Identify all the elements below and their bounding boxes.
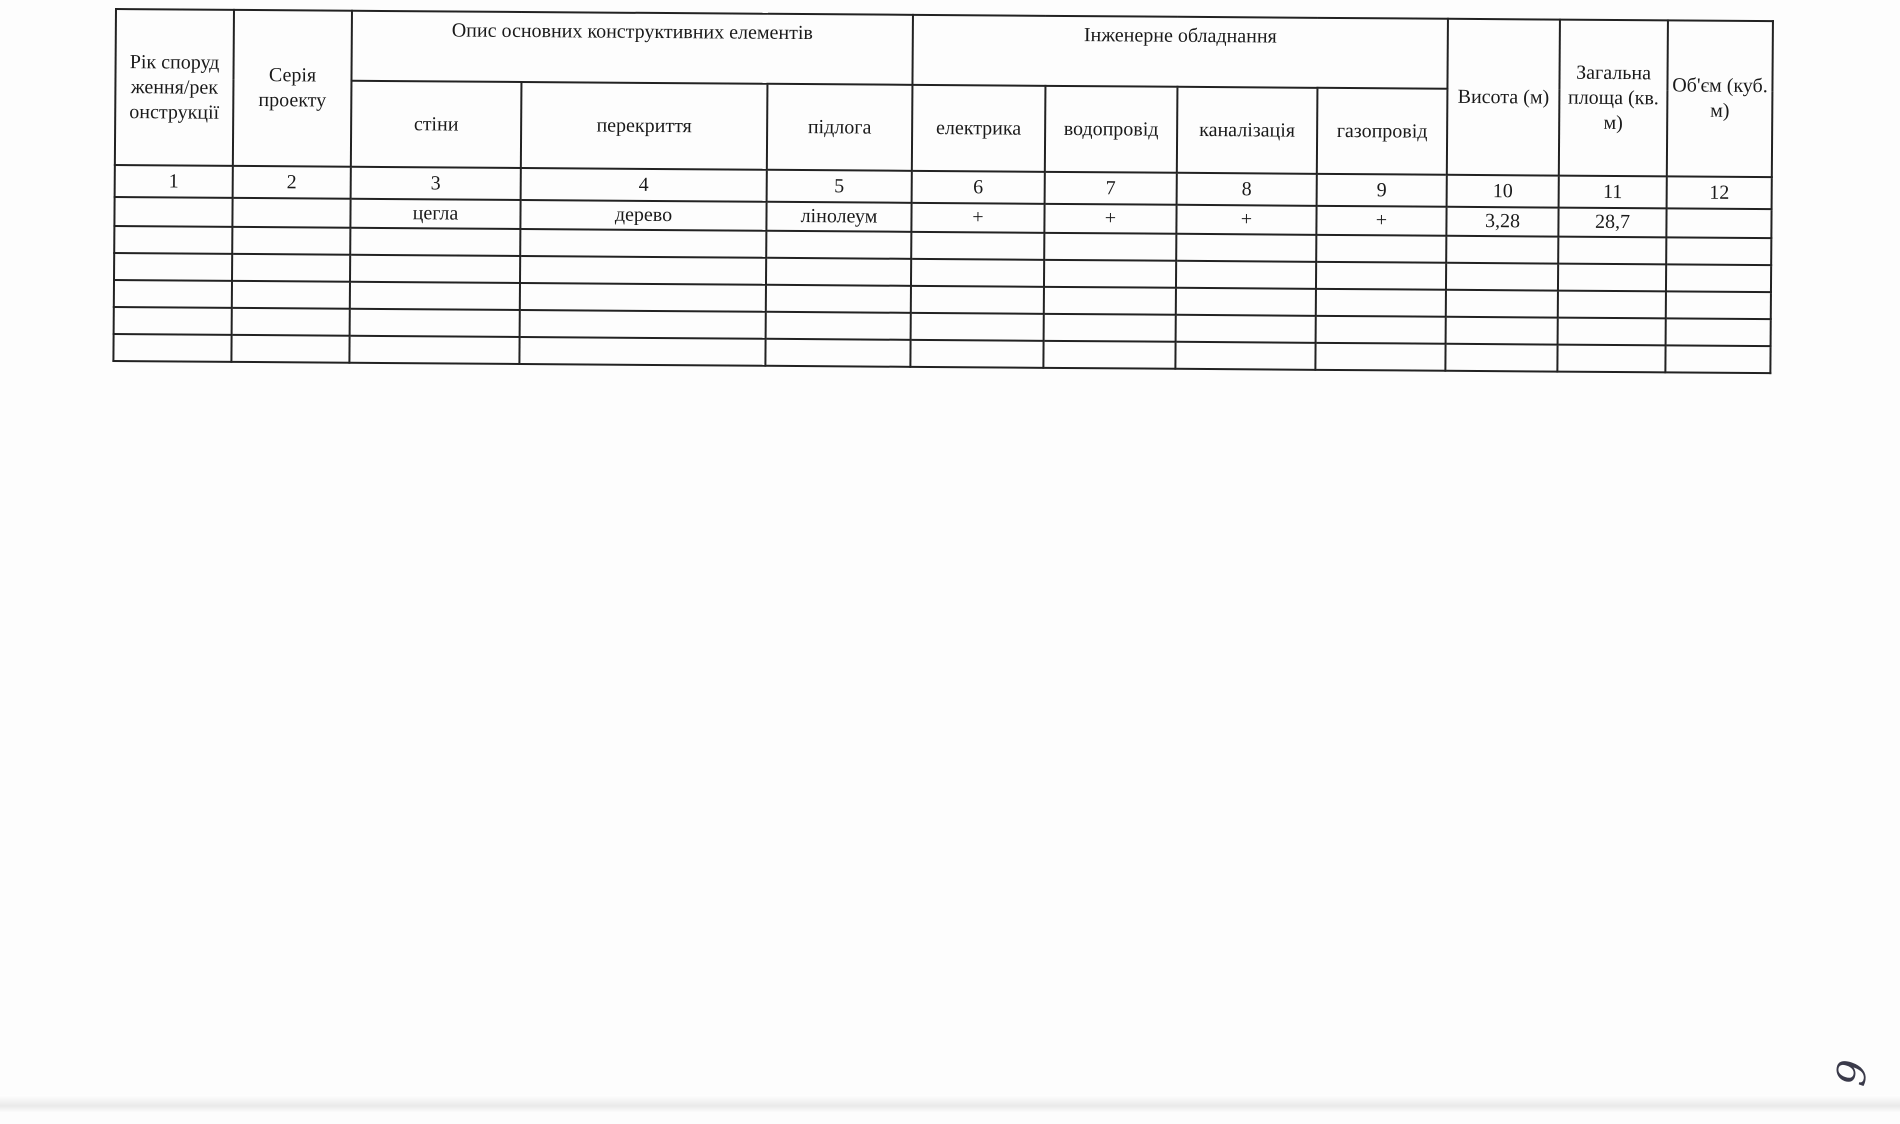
header-volume: Об'єм (куб. м): [1667, 20, 1773, 177]
header-electric: електрика: [912, 85, 1046, 172]
scan-edge-shadow: [0, 1095, 1900, 1113]
inventory-table-wrapper: [112, 8, 1774, 374]
column-number: 10: [1447, 175, 1559, 208]
table-cell: +: [1176, 205, 1316, 235]
column-number: 11: [1559, 176, 1667, 209]
column-number: 3: [351, 167, 521, 200]
table-cell: 28,7: [1558, 208, 1666, 238]
column-number: 12: [1667, 176, 1772, 209]
header-flooring: підлога: [767, 84, 913, 171]
column-number: 8: [1177, 173, 1317, 206]
building-inventory-table: [112, 8, 1774, 374]
column-number: 5: [767, 170, 912, 203]
column-number: 1: [115, 165, 233, 198]
table-cell: 3,28: [1446, 207, 1558, 237]
header-floors-ceilings: перекриття: [521, 82, 768, 170]
header-series: Серія проекту: [233, 10, 352, 167]
column-number: 2: [233, 166, 351, 199]
table-cell: дерево: [520, 200, 766, 231]
header-water: водопровід: [1045, 86, 1178, 173]
table-cell: лінолеум: [766, 202, 911, 232]
header-total-area: Загальна площа (кв. м): [1559, 20, 1668, 177]
handwritten-page-number: 9: [1828, 1057, 1878, 1089]
table-cell: +: [1044, 204, 1176, 234]
header-gas: газопровід: [1317, 88, 1448, 175]
column-number: 4: [521, 168, 767, 202]
table-cell: +: [911, 203, 1044, 233]
header-year: Рік споруд ження/рек онструкції: [115, 9, 234, 166]
header-height: Висота (м): [1447, 19, 1560, 176]
table-cell: [1666, 208, 1771, 238]
column-number: 7: [1045, 172, 1177, 205]
header-engineering-equipment: Інженерне обладнання: [912, 15, 1448, 89]
table-cell: [114, 197, 232, 227]
header-structural-elements: Опис основних конструктивних елементів: [351, 11, 912, 85]
column-number: 9: [1317, 174, 1447, 207]
table-cell: +: [1316, 206, 1446, 236]
table-cell: цегла: [350, 199, 520, 229]
header-sewer: каналізація: [1177, 87, 1318, 174]
table-cell: [232, 198, 350, 228]
column-number: 6: [912, 171, 1045, 204]
header-walls: стіни: [351, 81, 522, 168]
